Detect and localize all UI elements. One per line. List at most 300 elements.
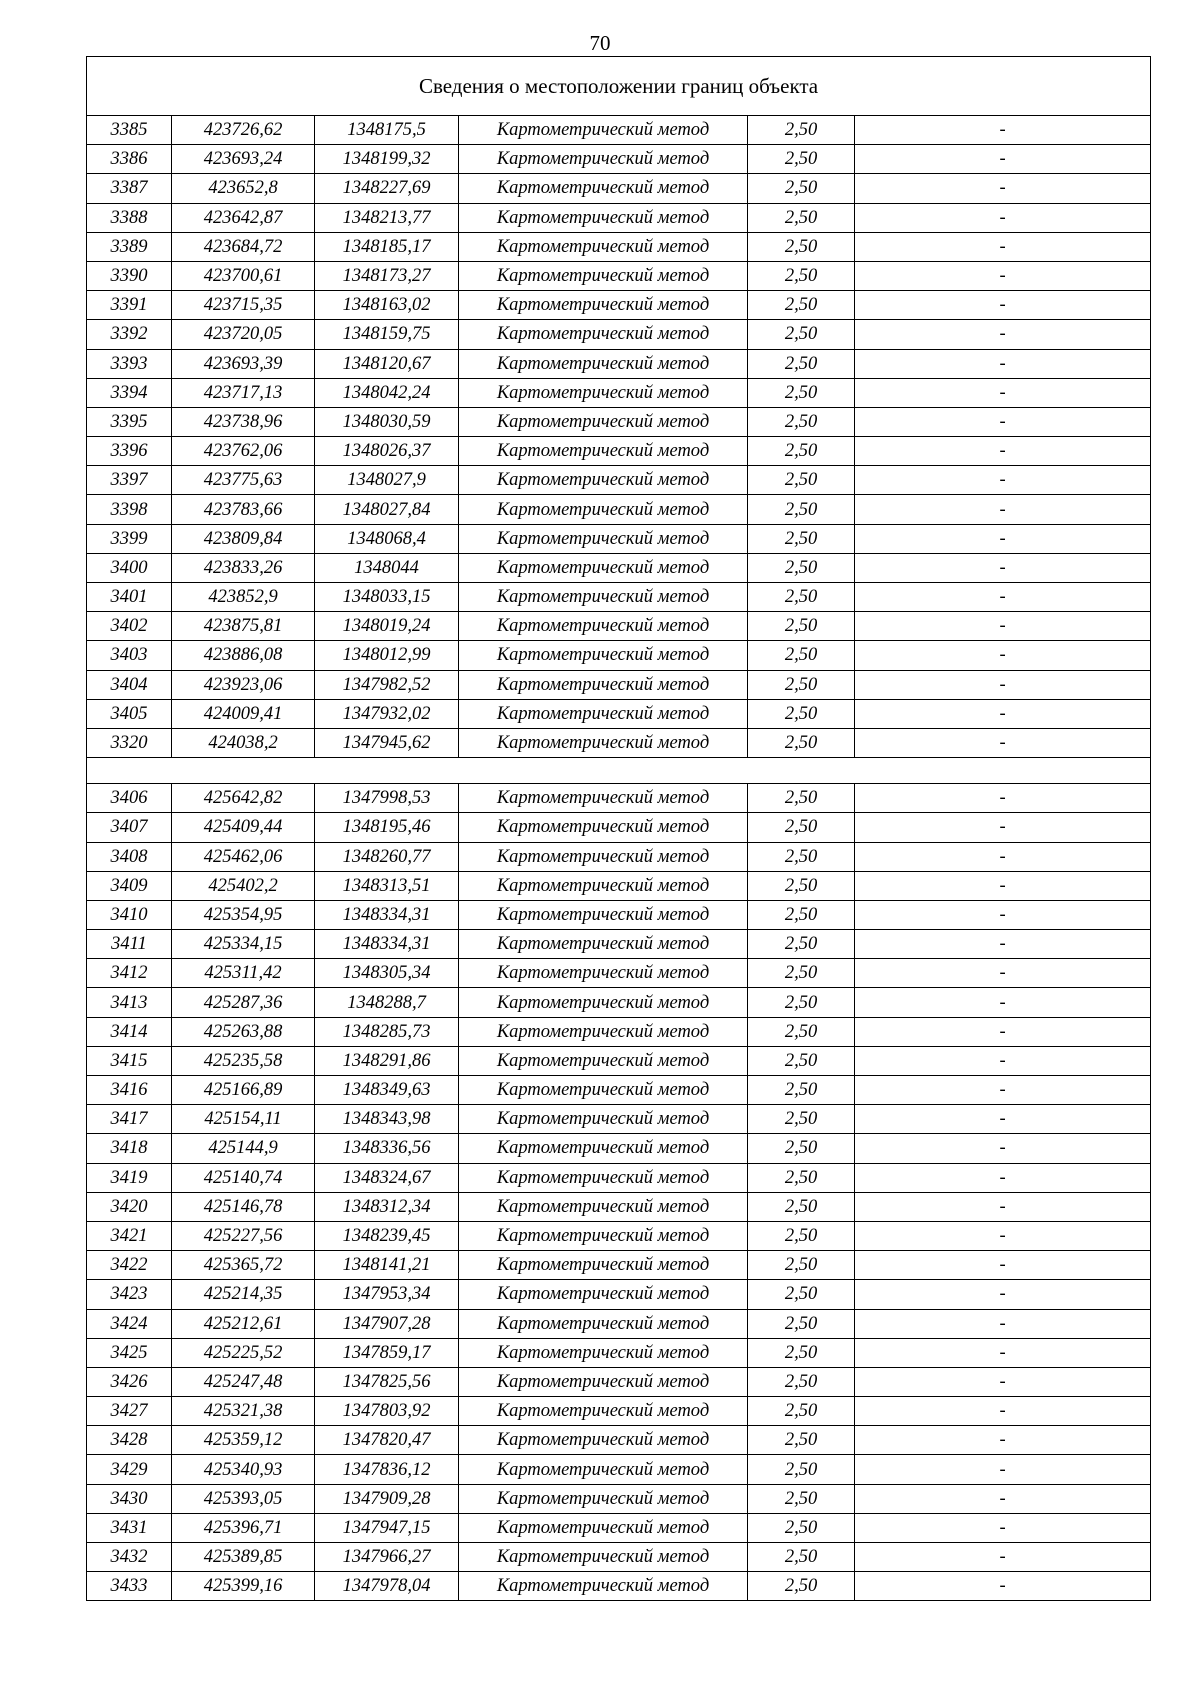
coord-y-cell: 1348026,37: [315, 437, 459, 466]
accuracy-cell: 2,50: [748, 378, 855, 407]
accuracy-cell: 2,50: [748, 1397, 855, 1426]
coord-y-cell: 1348030,59: [315, 407, 459, 436]
point-number-cell: 3426: [87, 1367, 172, 1396]
table-row: [87, 407, 1151, 436]
note-cell: -: [855, 670, 1151, 699]
coord-x-cell: 423852,9: [172, 583, 315, 612]
accuracy-cell: 2,50: [748, 232, 855, 261]
method-cell: Картометрический метод: [459, 583, 748, 612]
note-cell: -: [855, 495, 1151, 524]
accuracy-cell: 2,50: [748, 1309, 855, 1338]
coord-y-cell: 1347820,47: [315, 1426, 459, 1455]
coord-x-cell: 425642,82: [172, 784, 315, 813]
accuracy-cell: 2,50: [748, 1280, 855, 1309]
accuracy-cell: 2,50: [748, 495, 855, 524]
accuracy-cell: 2,50: [748, 670, 855, 699]
accuracy-cell: 2,50: [748, 1367, 855, 1396]
point-number-cell: 3403: [87, 641, 172, 670]
accuracy-cell: 2,50: [748, 1221, 855, 1250]
coord-x-cell: 425396,71: [172, 1513, 315, 1542]
table-row: [87, 466, 1151, 495]
coord-x-cell: 425389,85: [172, 1543, 315, 1572]
table-row: [87, 174, 1151, 203]
coord-y-cell: 1347998,53: [315, 784, 459, 813]
note-cell: -: [855, 1076, 1151, 1105]
table-row: [87, 784, 1151, 813]
coord-x-cell: 425359,12: [172, 1426, 315, 1455]
coord-x-cell: 424038,2: [172, 728, 315, 757]
coord-y-cell: 1348012,99: [315, 641, 459, 670]
note-cell: -: [855, 728, 1151, 757]
point-number-cell: 3395: [87, 407, 172, 436]
note-cell: -: [855, 784, 1151, 813]
accuracy-cell: 2,50: [748, 1455, 855, 1484]
coord-y-cell: 1348324,67: [315, 1163, 459, 1192]
table-row: [87, 378, 1151, 407]
method-cell: Картометрический метод: [459, 524, 748, 553]
coord-y-cell: 1348042,24: [315, 378, 459, 407]
coord-x-cell: 425365,72: [172, 1251, 315, 1280]
method-cell: Картометрический метод: [459, 842, 748, 871]
coord-x-cell: 423833,26: [172, 553, 315, 582]
accuracy-cell: 2,50: [748, 842, 855, 871]
table-row: [87, 1484, 1151, 1513]
point-number-cell: 3413: [87, 988, 172, 1017]
note-cell: -: [855, 1309, 1151, 1338]
accuracy-cell: 2,50: [748, 871, 855, 900]
coord-y-cell: 1348027,9: [315, 466, 459, 495]
table-row: [87, 1513, 1151, 1542]
coord-x-cell: 423684,72: [172, 232, 315, 261]
accuracy-cell: 2,50: [748, 1572, 855, 1601]
point-number-cell: 3424: [87, 1309, 172, 1338]
note-cell: -: [855, 959, 1151, 988]
coord-x-cell: 425462,06: [172, 842, 315, 871]
method-cell: Картометрический метод: [459, 378, 748, 407]
section-separator-cell: [87, 758, 1151, 784]
accuracy-cell: 2,50: [748, 261, 855, 290]
accuracy-cell: 2,50: [748, 349, 855, 378]
note-cell: -: [855, 145, 1151, 174]
coord-x-cell: 425154,11: [172, 1105, 315, 1134]
note-cell: -: [855, 349, 1151, 378]
method-cell: Картометрический метод: [459, 116, 748, 145]
point-number-cell: 3420: [87, 1192, 172, 1221]
coord-y-cell: 1348288,7: [315, 988, 459, 1017]
table-row: [87, 437, 1151, 466]
point-number-cell: 3399: [87, 524, 172, 553]
accuracy-cell: 2,50: [748, 203, 855, 232]
table-row: [87, 612, 1151, 641]
method-cell: Картометрический метод: [459, 1192, 748, 1221]
note-cell: -: [855, 900, 1151, 929]
accuracy-cell: 2,50: [748, 407, 855, 436]
point-number-cell: 3397: [87, 466, 172, 495]
coord-x-cell: 425311,42: [172, 959, 315, 988]
method-cell: Картометрический метод: [459, 437, 748, 466]
table-row: [87, 1280, 1151, 1309]
coord-y-cell: 1348185,17: [315, 232, 459, 261]
coord-x-cell: 423738,96: [172, 407, 315, 436]
point-number-cell: 3412: [87, 959, 172, 988]
point-number-cell: 3410: [87, 900, 172, 929]
note-cell: -: [855, 988, 1151, 1017]
accuracy-cell: 2,50: [748, 1192, 855, 1221]
point-number-cell: 3398: [87, 495, 172, 524]
table-title-row: [87, 57, 1151, 116]
accuracy-cell: 2,50: [748, 1426, 855, 1455]
table-row: [87, 1251, 1151, 1280]
note-cell: -: [855, 320, 1151, 349]
point-number-cell: 3418: [87, 1134, 172, 1163]
coord-x-cell: 425214,35: [172, 1280, 315, 1309]
coord-x-cell: 423783,66: [172, 495, 315, 524]
coord-y-cell: 1347859,17: [315, 1338, 459, 1367]
coord-y-cell: 1347945,62: [315, 728, 459, 757]
accuracy-cell: 2,50: [748, 784, 855, 813]
table-row: [87, 495, 1151, 524]
table-row: [87, 1134, 1151, 1163]
method-cell: Картометрический метод: [459, 1455, 748, 1484]
table-row: [87, 232, 1151, 261]
table-row: [87, 813, 1151, 842]
coord-x-cell: 423720,05: [172, 320, 315, 349]
coord-y-cell: 1348163,02: [315, 291, 459, 320]
accuracy-cell: 2,50: [748, 1163, 855, 1192]
method-cell: Картометрический метод: [459, 784, 748, 813]
point-number-cell: 3387: [87, 174, 172, 203]
table-row: [87, 641, 1151, 670]
note-cell: -: [855, 203, 1151, 232]
point-number-cell: 3390: [87, 261, 172, 290]
method-cell: Картометрический метод: [459, 670, 748, 699]
point-number-cell: 3416: [87, 1076, 172, 1105]
coord-y-cell: 1348033,15: [315, 583, 459, 612]
accuracy-cell: 2,50: [748, 1543, 855, 1572]
accuracy-cell: 2,50: [748, 728, 855, 757]
method-cell: Картометрический метод: [459, 1426, 748, 1455]
coord-y-cell: 1348343,98: [315, 1105, 459, 1134]
point-number-cell: 3391: [87, 291, 172, 320]
method-cell: Картометрический метод: [459, 1309, 748, 1338]
coord-y-cell: 1348305,34: [315, 959, 459, 988]
coord-y-cell: 1348199,32: [315, 145, 459, 174]
note-cell: -: [855, 378, 1151, 407]
coord-x-cell: 425334,15: [172, 930, 315, 959]
accuracy-cell: 2,50: [748, 699, 855, 728]
method-cell: Картометрический метод: [459, 320, 748, 349]
coord-x-cell: 423652,8: [172, 174, 315, 203]
method-cell: Картометрический метод: [459, 1513, 748, 1542]
point-number-cell: 3414: [87, 1017, 172, 1046]
coord-x-cell: 423875,81: [172, 612, 315, 641]
table-row: [87, 871, 1151, 900]
note-cell: -: [855, 1513, 1151, 1542]
note-cell: -: [855, 1455, 1151, 1484]
coord-y-cell: 1348336,56: [315, 1134, 459, 1163]
accuracy-cell: 2,50: [748, 1134, 855, 1163]
table-row: [87, 1046, 1151, 1075]
table-row: [87, 1455, 1151, 1484]
table-row: [87, 728, 1151, 757]
point-number-cell: 3431: [87, 1513, 172, 1542]
method-cell: Картометрический метод: [459, 407, 748, 436]
note-cell: -: [855, 871, 1151, 900]
point-number-cell: 3406: [87, 784, 172, 813]
method-cell: Картометрический метод: [459, 1397, 748, 1426]
coord-y-cell: 1348195,46: [315, 813, 459, 842]
method-cell: Картометрический метод: [459, 1134, 748, 1163]
note-cell: -: [855, 1163, 1151, 1192]
table-row: [87, 900, 1151, 929]
point-number-cell: 3422: [87, 1251, 172, 1280]
coord-x-cell: 423886,08: [172, 641, 315, 670]
coord-x-cell: 425409,44: [172, 813, 315, 842]
accuracy-cell: 2,50: [748, 1484, 855, 1513]
accuracy-cell: 2,50: [748, 930, 855, 959]
coord-x-cell: 425287,36: [172, 988, 315, 1017]
method-cell: Картометрический метод: [459, 699, 748, 728]
point-number-cell: 3400: [87, 553, 172, 582]
coord-y-cell: 1348068,4: [315, 524, 459, 553]
coord-x-cell: 425263,88: [172, 1017, 315, 1046]
note-cell: -: [855, 813, 1151, 842]
point-number-cell: 3404: [87, 670, 172, 699]
point-number-cell: 3432: [87, 1543, 172, 1572]
coord-x-cell: 423923,06: [172, 670, 315, 699]
point-number-cell: 3392: [87, 320, 172, 349]
method-cell: Картометрический метод: [459, 1338, 748, 1367]
coord-y-cell: 1348285,73: [315, 1017, 459, 1046]
note-cell: -: [855, 1397, 1151, 1426]
accuracy-cell: 2,50: [748, 291, 855, 320]
accuracy-cell: 2,50: [748, 1105, 855, 1134]
coord-x-cell: 423715,35: [172, 291, 315, 320]
coord-y-cell: 1347909,28: [315, 1484, 459, 1513]
point-number-cell: 3419: [87, 1163, 172, 1192]
point-number-cell: 3433: [87, 1572, 172, 1601]
method-cell: Картометрический метод: [459, 1280, 748, 1309]
accuracy-cell: 2,50: [748, 466, 855, 495]
coord-y-cell: 1348291,86: [315, 1046, 459, 1075]
accuracy-cell: 2,50: [748, 612, 855, 641]
table-row: [87, 349, 1151, 378]
method-cell: Картометрический метод: [459, 988, 748, 1017]
coord-y-cell: 1348173,27: [315, 261, 459, 290]
coord-y-cell: 1348027,84: [315, 495, 459, 524]
accuracy-cell: 2,50: [748, 959, 855, 988]
accuracy-cell: 2,50: [748, 524, 855, 553]
point-number-cell: 3407: [87, 813, 172, 842]
coord-x-cell: 425166,89: [172, 1076, 315, 1105]
coord-y-cell: 1348159,75: [315, 320, 459, 349]
coord-x-cell: 425321,38: [172, 1397, 315, 1426]
accuracy-cell: 2,50: [748, 1251, 855, 1280]
note-cell: -: [855, 466, 1151, 495]
table-row: [87, 1543, 1151, 1572]
table-title: Сведения о местоположении границ объекта: [87, 57, 1151, 116]
method-cell: Картометрический метод: [459, 261, 748, 290]
coord-x-cell: 425227,56: [172, 1221, 315, 1250]
note-cell: -: [855, 1543, 1151, 1572]
note-cell: -: [855, 553, 1151, 582]
accuracy-cell: 2,50: [748, 1338, 855, 1367]
coord-x-cell: 423693,24: [172, 145, 315, 174]
point-number-cell: 3417: [87, 1105, 172, 1134]
method-cell: Картометрический метод: [459, 232, 748, 261]
point-number-cell: 3396: [87, 437, 172, 466]
method-cell: Картометрический метод: [459, 291, 748, 320]
coord-y-cell: 1348334,31: [315, 900, 459, 929]
method-cell: Картометрический метод: [459, 466, 748, 495]
table-row: [87, 959, 1151, 988]
note-cell: -: [855, 291, 1151, 320]
coord-y-cell: 1347953,34: [315, 1280, 459, 1309]
note-cell: -: [855, 1017, 1151, 1046]
table-row: [87, 1105, 1151, 1134]
coord-y-cell: 1348312,34: [315, 1192, 459, 1221]
note-cell: -: [855, 1280, 1151, 1309]
method-cell: Картометрический метод: [459, 871, 748, 900]
coord-x-cell: 423726,62: [172, 116, 315, 145]
coord-y-cell: 1348239,45: [315, 1221, 459, 1250]
note-cell: -: [855, 612, 1151, 641]
boundary-table-body: [87, 57, 1151, 1601]
table-row: [87, 583, 1151, 612]
point-number-cell: 3429: [87, 1455, 172, 1484]
method-cell: Картометрический метод: [459, 900, 748, 929]
method-cell: Картометрический метод: [459, 1163, 748, 1192]
coord-y-cell: 1347907,28: [315, 1309, 459, 1338]
coord-y-cell: 1348260,77: [315, 842, 459, 871]
table-row: [87, 1192, 1151, 1221]
accuracy-cell: 2,50: [748, 145, 855, 174]
accuracy-cell: 2,50: [748, 174, 855, 203]
table-row: [87, 1367, 1151, 1396]
table-row: [87, 1221, 1151, 1250]
accuracy-cell: 2,50: [748, 900, 855, 929]
coord-x-cell: 423809,84: [172, 524, 315, 553]
method-cell: Картометрический метод: [459, 1221, 748, 1250]
accuracy-cell: 2,50: [748, 116, 855, 145]
coord-y-cell: 1348120,67: [315, 349, 459, 378]
coord-x-cell: 423700,61: [172, 261, 315, 290]
table-row: [87, 320, 1151, 349]
section-separator-row: [87, 758, 1151, 784]
method-cell: Картометрический метод: [459, 612, 748, 641]
point-number-cell: 3428: [87, 1426, 172, 1455]
table-row: [87, 261, 1151, 290]
table-row: [87, 1572, 1151, 1601]
coord-y-cell: 1347982,52: [315, 670, 459, 699]
accuracy-cell: 2,50: [748, 1076, 855, 1105]
note-cell: -: [855, 1192, 1151, 1221]
point-number-cell: 3405: [87, 699, 172, 728]
coord-x-cell: 423693,39: [172, 349, 315, 378]
table-row: [87, 291, 1151, 320]
point-number-cell: 3394: [87, 378, 172, 407]
table-row: [87, 116, 1151, 145]
coord-y-cell: 1347947,15: [315, 1513, 459, 1542]
coord-y-cell: 1348044: [315, 553, 459, 582]
note-cell: -: [855, 1484, 1151, 1513]
accuracy-cell: 2,50: [748, 583, 855, 612]
method-cell: Картометрический метод: [459, 959, 748, 988]
point-number-cell: 3393: [87, 349, 172, 378]
point-number-cell: 3425: [87, 1338, 172, 1367]
table-row: [87, 842, 1151, 871]
note-cell: -: [855, 1367, 1151, 1396]
method-cell: Картометрический метод: [459, 174, 748, 203]
table-row: [87, 1076, 1151, 1105]
point-number-cell: 3385: [87, 116, 172, 145]
point-number-cell: 3409: [87, 871, 172, 900]
method-cell: Картометрический метод: [459, 813, 748, 842]
note-cell: -: [855, 1426, 1151, 1455]
method-cell: Картометрический метод: [459, 1484, 748, 1513]
note-cell: -: [855, 699, 1151, 728]
coord-y-cell: 1348334,31: [315, 930, 459, 959]
note-cell: -: [855, 232, 1151, 261]
note-cell: -: [855, 583, 1151, 612]
coord-x-cell: 425354,95: [172, 900, 315, 929]
note-cell: -: [855, 1572, 1151, 1601]
note-cell: -: [855, 1105, 1151, 1134]
method-cell: Картометрический метод: [459, 1076, 748, 1105]
method-cell: Картометрический метод: [459, 641, 748, 670]
point-number-cell: 3423: [87, 1280, 172, 1309]
note-cell: -: [855, 1338, 1151, 1367]
table-row: [87, 699, 1151, 728]
point-number-cell: 3415: [87, 1046, 172, 1075]
coord-y-cell: 1347932,02: [315, 699, 459, 728]
note-cell: -: [855, 1134, 1151, 1163]
note-cell: -: [855, 524, 1151, 553]
coord-x-cell: 425225,52: [172, 1338, 315, 1367]
method-cell: Картометрический метод: [459, 930, 748, 959]
method-cell: Картометрический метод: [459, 1105, 748, 1134]
coord-y-cell: 1348313,51: [315, 871, 459, 900]
coord-x-cell: 425247,48: [172, 1367, 315, 1396]
coord-y-cell: 1347836,12: [315, 1455, 459, 1484]
method-cell: Картометрический метод: [459, 1017, 748, 1046]
method-cell: Картометрический метод: [459, 728, 748, 757]
coord-y-cell: 1348141,21: [315, 1251, 459, 1280]
note-cell: -: [855, 407, 1151, 436]
table-row: [87, 1163, 1151, 1192]
coord-x-cell: 425144,9: [172, 1134, 315, 1163]
point-number-cell: 3388: [87, 203, 172, 232]
table-row: [87, 988, 1151, 1017]
coord-x-cell: 425140,74: [172, 1163, 315, 1192]
note-cell: -: [855, 1251, 1151, 1280]
note-cell: -: [855, 174, 1151, 203]
accuracy-cell: 2,50: [748, 988, 855, 1017]
note-cell: -: [855, 261, 1151, 290]
method-cell: Картометрический метод: [459, 553, 748, 582]
coord-y-cell: 1348019,24: [315, 612, 459, 641]
coord-x-cell: 423717,13: [172, 378, 315, 407]
accuracy-cell: 2,50: [748, 320, 855, 349]
table-row: [87, 1017, 1151, 1046]
table-row: [87, 203, 1151, 232]
method-cell: Картометрический метод: [459, 1572, 748, 1601]
table-row: [87, 553, 1151, 582]
coord-x-cell: 425212,61: [172, 1309, 315, 1338]
page-number: 70: [589, 31, 611, 55]
table-row: [87, 524, 1151, 553]
note-cell: -: [855, 641, 1151, 670]
